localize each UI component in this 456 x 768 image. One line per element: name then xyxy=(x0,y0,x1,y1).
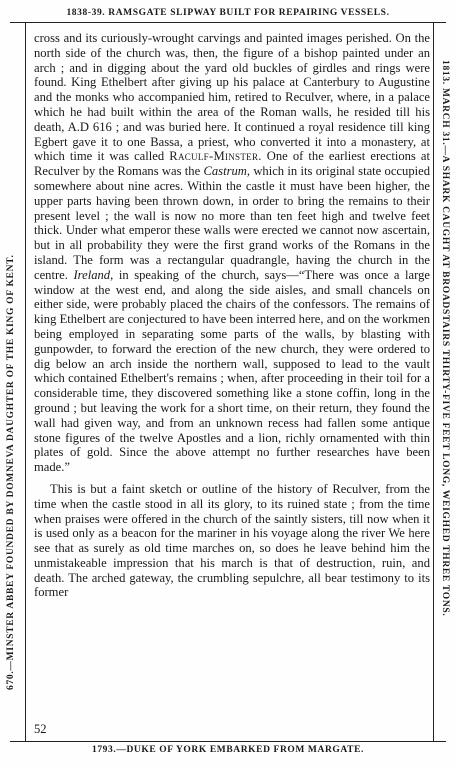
running-header: 1838-39. RAMSGATE SLIPWAY BUILT FOR REPAIRING VESSELS. xyxy=(66,8,390,18)
right-margin-note: 1813. MARCH 31.—A SHARK CAUGHT AT BROADSTAIRS THIRTY-FIVE FEET LONG, WEIGHED THREE TONS. xyxy=(440,60,450,617)
p1-text-c: which in its original state occupied somewhere about nine acres. Within the castle it must have been higher, the upper parts having been thrown down, in order to bring the remains to their present level ; the wall is now no more than ten feet high and twelve feet thick. Under what emperor these walls were erected we cannot now ascertain, but in all probability they were the first grand works of the Romans in the island. The form was a rectangular quadrangle, having the church in the centre. xyxy=(34,164,430,282)
left-margin-note: 670.—MINSTER ABBEY FOUNDED BY DOMNEVA DAUGHTER OF THE KING OF KENT. xyxy=(6,254,16,690)
running-footer: 1793.—DUKE OF YORK EMBARKED FROM MARGATE. xyxy=(91,745,365,755)
body-text xyxy=(34,31,430,600)
footer-rule xyxy=(10,741,446,742)
p1-small-caps: Raculf-Minster. xyxy=(169,149,262,164)
p1-text-d: in speaking of the church, says—“There was once a large window at the west end, and along the side aisles, and small chancels on either side, were probably placed the chairs of the confessors. The remains of king Ethelbert are conjectured to have been interred here, and on the workmen being employed in separating some parts of the walls, by blasting with gunpowder, to forward the erection of the new church, they were ordered to dig below an arch inside the northern wall, supposed to lead to the vault which contained Ethelbert's remains ; when, after proceeding in their toil for a considerable time, they discovered something like a stone coffin, long in the ground ; but leaving the work for a short time, on their return, they found the wall had given way, and from an unknown recess had fallen some antique stone figures of the twelve Apostles and a lion, richly ornamented with thin plates of gold. Since the above attempt no further researches have been made.” xyxy=(34,267,430,475)
paragraph-1 xyxy=(34,31,430,475)
p1-italic-ireland: Ireland, xyxy=(73,267,114,282)
p1-text-a: cross and its curiously-wrought carvings and painted images perished. On the north side of the church was, then, the figure of a bishop painted under an arch ; and in digging about the yard old buckles of girdles and rings were found. King Ethelbert after giving up his palace at Canterbury to Augustine and the monks who accompanied him, retired to Reculver, where, in a palace which he had built within the area of the Roman walls, he resided till his death, A.D 616 ; and was buried here. It continued a royal residence till king Egbert gave it to one Bassa, a priest, who converted it into a monastery, at which time it was called xyxy=(34,31,430,164)
paragraph-2: This is but a faint sketch or outline of the history of Reculver, from the time when the castle stood in all its glory, to its ruined state ; from the time when praises were offered in the church of the saintly sisters, till now when it is used only as a beacon for the mariner in his voyage along the river We here see that as surely as old time marches on, so does he leave behind him the unmistakeable impression that his march is that of destruction, ruin, and death. The arched gateway, the crumbling sepulchre, all bear testimony to its former xyxy=(34,481,430,600)
page-number: 52 xyxy=(34,722,47,736)
p1-text-b: One of the earliest erections at Reculver by the Romans was the xyxy=(34,149,430,179)
left-margin-rule xyxy=(25,22,26,741)
header-rule xyxy=(10,22,446,23)
p1-italic-castrum: Castrum, xyxy=(203,164,251,179)
right-margin-rule xyxy=(433,22,434,741)
